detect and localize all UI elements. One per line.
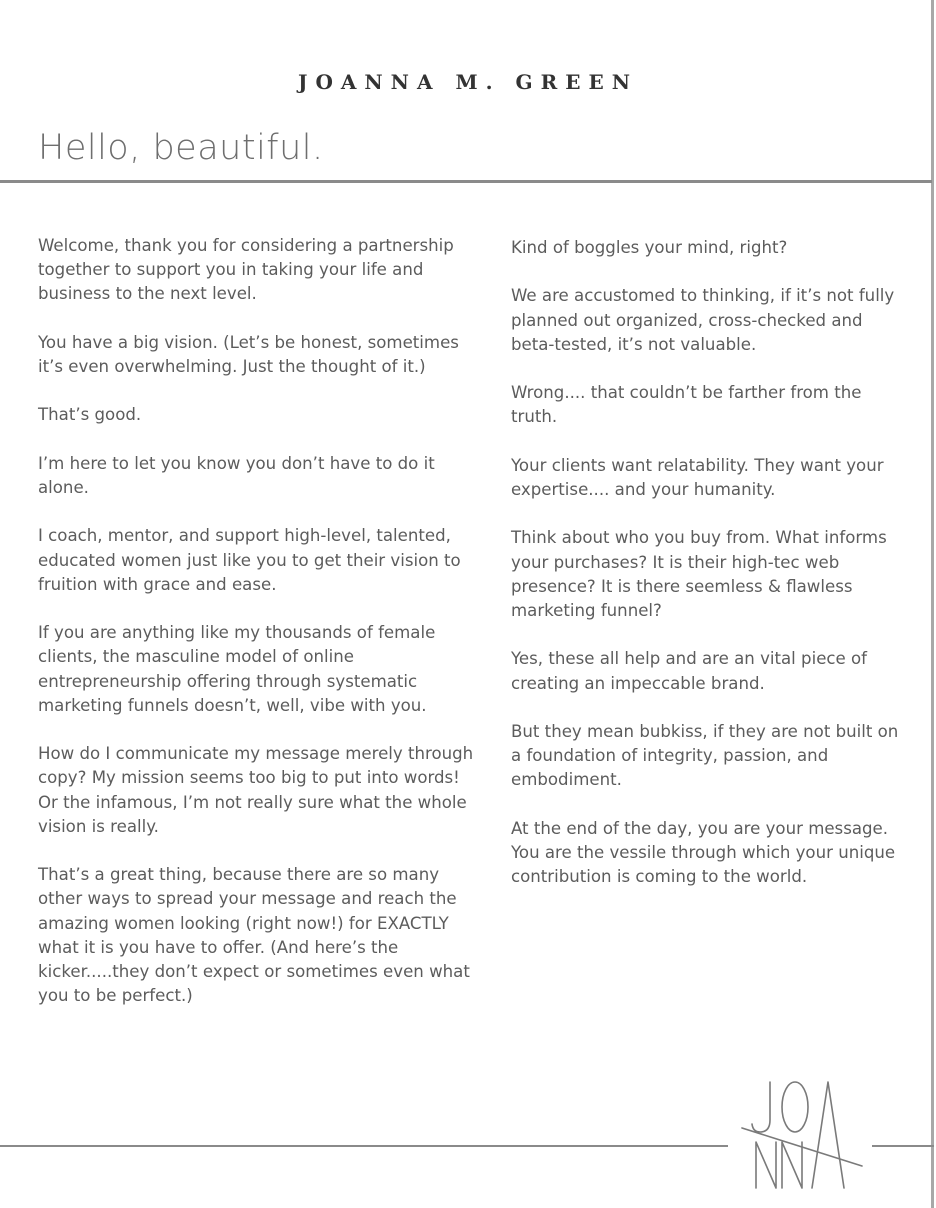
paragraph: At the end of the day, you are your message. You are the vessile through which your unique contribution is coming to the world.: [511, 818, 896, 887]
header-divider: [0, 180, 932, 183]
paragraph: Kind of boggles your mind, right?: [511, 238, 788, 257]
footer-divider-right: [872, 1145, 934, 1147]
footer-divider-left: [0, 1145, 728, 1147]
paragraph: Welcome, thank you for considering a partnership together to support you in taking your life and business to the next level.: [38, 236, 454, 304]
paragraph: Your clients want relatability. They want your expertise.... and your humanity.: [511, 455, 884, 499]
paragraph: Wrong.... that couldn’t be farther from the truth.: [511, 383, 862, 427]
right-text-column: [511, 236, 911, 914]
paragraph: Yes, these all help and are an vital piece of creating an impeccable brand.: [511, 649, 868, 693]
paragraph: I’m here to let you know you don’t have to do it alone.: [38, 453, 435, 497]
paragraph: That’s good.: [38, 405, 142, 425]
paragraph: That’s a great thing, because there are so many other ways to spread your message and reach the amazing women looking (right now!) for EXACTLY what it is you have to offer. (And here’s the kicker.....they don’t expect or sometimes even what you to be perfect.): [38, 865, 470, 1006]
joanna-signature-logo-icon: [740, 1076, 866, 1194]
paragraph: We are accustomed to thinking, if it’s not fully planned out organized, cross-checked and beta-tested, it’s not valuable.: [511, 286, 895, 354]
left-text-column: [38, 234, 478, 1033]
paragraph: How do I communicate my message merely through copy? My mission seems too big to put into words! Or the infamous, I’m not really sure what the whole vision is really.: [38, 744, 474, 836]
paragraph: You have a big vision. (Let’s be honest, sometimes it’s even overwhelming. Just the thought of it.): [38, 332, 459, 376]
paragraph: Think about who you buy from. What informs your purchases? It is their high-tec web presence? It is there seemless & flawless marketing funnel?: [511, 528, 887, 620]
paragraph: But they mean bubkiss, if they are not built on a foundation of integrity, passion, and embodiment.: [511, 721, 899, 790]
paragraph: I coach, mentor, and support high-level, talented, educated women just like you to get their vision to fruition with grace and ease.: [38, 526, 461, 594]
paragraph: If you are anything like my thousands of female clients, the masculine model of online entrepreneurship offering through systematic marketing funnels doesn’t, well, vibe with you.: [38, 623, 436, 715]
page-title: Hello, beautiful.: [38, 128, 324, 168]
brand-name: JOANNA M. GREEN: [298, 70, 638, 94]
